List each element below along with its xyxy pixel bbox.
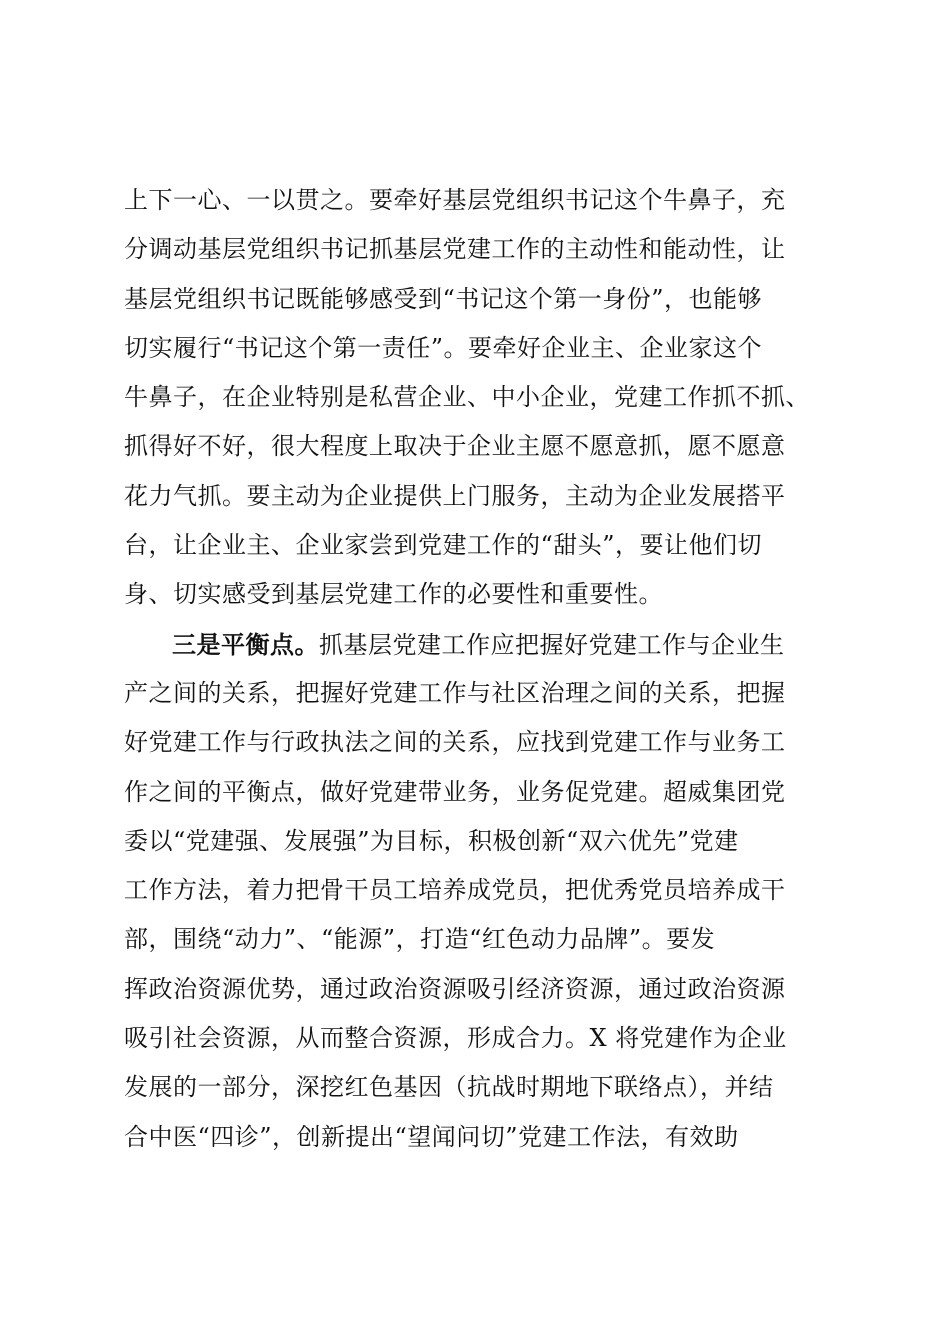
- paragraph-line: 身、切实感受到基层党建工作的必要性和重要性。: [124, 580, 663, 609]
- paragraph-line: 发展的一部分，深挖红色基因（抗战时期地下联络点），并结: [124, 1073, 774, 1102]
- paragraph-line: 产之间的关系，把握好党建工作与社区治理之间的关系，把握: [124, 678, 786, 707]
- paragraph-line: 台，让企业主、企业家尝到党建工作的“甜头”，要让他们切: [124, 531, 763, 560]
- paragraph-line: 抓得好不好，很大程度上取决于企业主愿不愿意抓，愿不愿意: [124, 432, 786, 461]
- paragraph-line: 部，围绕“动力”、“能源”，打造“红色动力品牌”。要发: [124, 925, 716, 954]
- paragraph-line: 挥政治资源优势，通过政治资源吸引经济资源，通过政治资源: [124, 974, 786, 1003]
- section-line-text: 抓基层党建工作应把握好党建工作与企业生: [319, 630, 785, 659]
- paragraph-line: 合中医“四诊”，创新提出“望闻问切”党建工作法，有效助: [124, 1122, 739, 1151]
- paragraph-line: 切实履行“书记这个第一责任”。要牵好企业主、企业家这个: [124, 333, 763, 362]
- paragraph-line: 基层党组织书记既能够感受到“书记这个第一身份”，也能够: [124, 284, 763, 313]
- paragraph-line: 吸引社会资源，从而整合资源，形成合力。X 将党建作为企业: [124, 1024, 787, 1053]
- section-heading: 三是平衡点。: [172, 629, 319, 659]
- section-first-line: [124, 620, 828, 669]
- paragraph-line: 好党建工作与行政执法之间的关系，应找到党建工作与业务工: [124, 728, 786, 757]
- paragraph-line: 花力气抓。要主动为企业提供上门服务，主动为企业发展搭平: [124, 481, 786, 510]
- paragraph-line: 牛鼻子，在企业特别是私营企业、中小企业，党建工作抓不抓、: [124, 383, 810, 412]
- paragraph-line: 上下一心、一以贯之。要牵好基层党组织书记这个牛鼻子，充: [124, 186, 786, 214]
- paragraph-line: 委以“党建强、发展强”为目标，积极创新“双六优先”党建: [124, 826, 739, 855]
- paragraph-line: 工作方法，着力把骨干员工培养成党员，把优秀党员培养成干: [124, 876, 786, 905]
- document-body: [124, 176, 828, 1162]
- paragraph-line: 分调动基层党组织书记抓基层党建工作的主动性和能动性，让: [124, 235, 786, 264]
- paragraph-line: 作之间的平衡点，做好党建带业务，业务促党建。超威集团党: [124, 777, 786, 806]
